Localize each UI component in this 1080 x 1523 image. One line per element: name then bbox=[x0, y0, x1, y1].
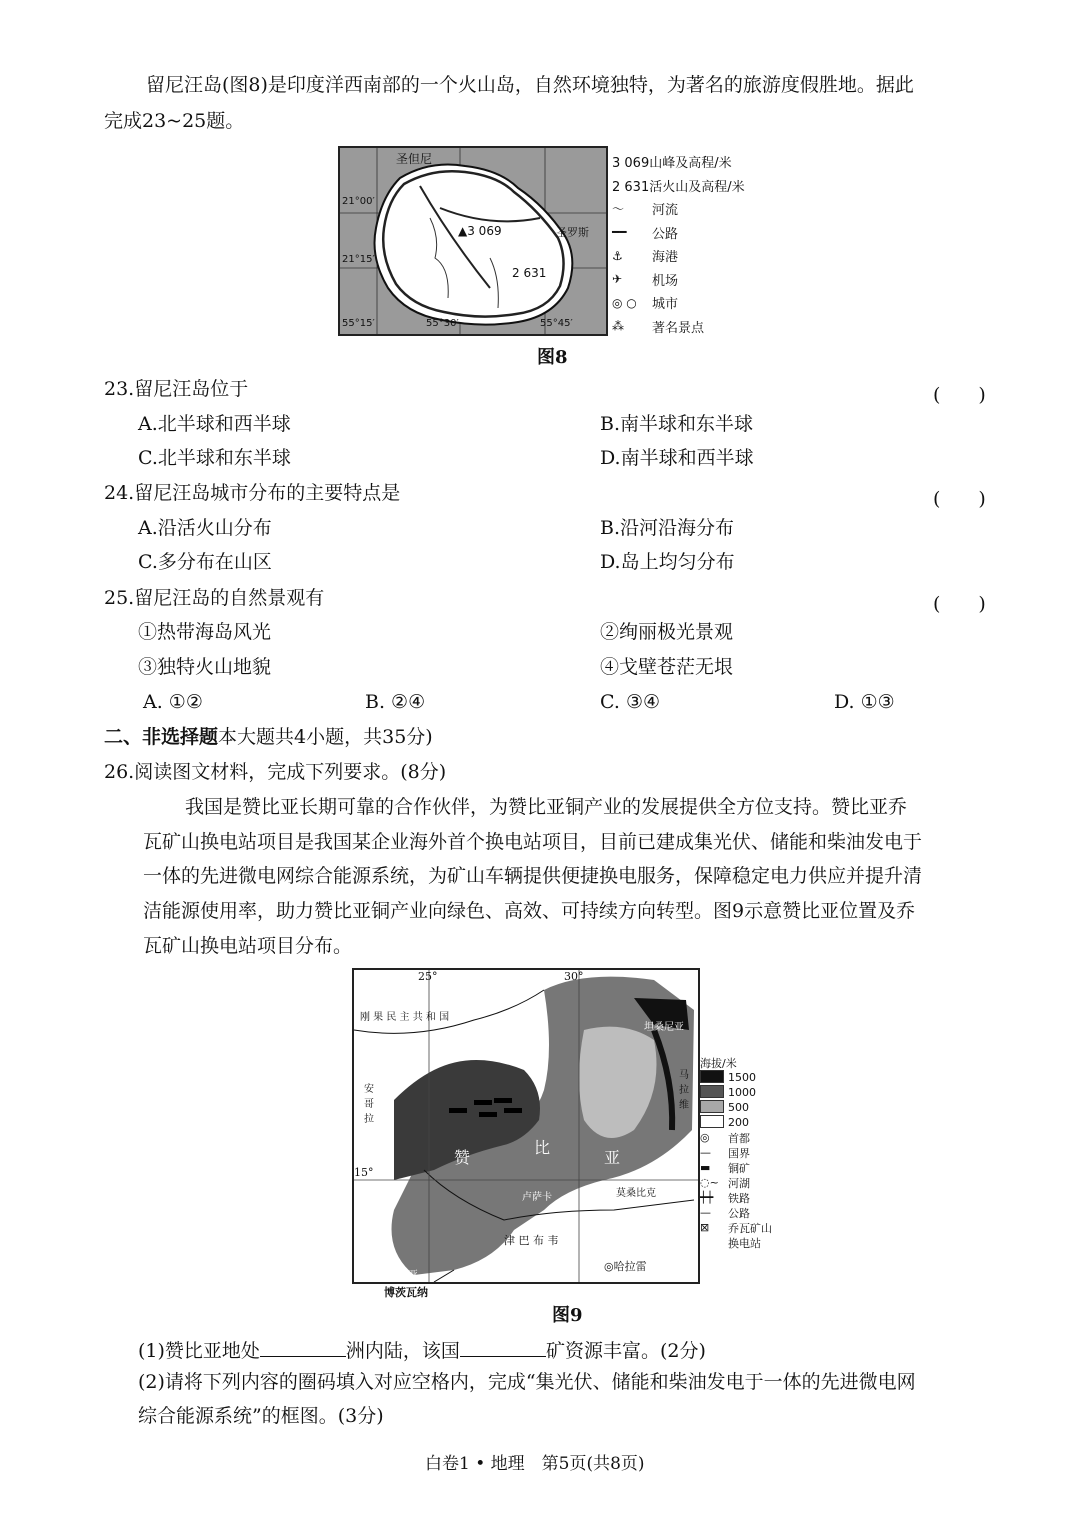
legend9-row: — 公路 bbox=[700, 1206, 750, 1220]
section2-title: 二、非选择题 bbox=[104, 726, 219, 748]
malawi-label: 马 拉 维 bbox=[679, 1070, 689, 1111]
q26-stem: 26.阅读图文材料，完成下列要求。(8分) bbox=[104, 761, 447, 783]
legend8-row bbox=[612, 174, 745, 198]
river-lake-icon: ◌~ bbox=[700, 1176, 719, 1189]
q26-sub1-part-b: 洲内陆，该国 bbox=[345, 1340, 460, 1362]
legend8-label: 2 631活火山及高程/米 bbox=[612, 179, 745, 195]
q26-sub1-part-c: 矿资源丰富。(2分) bbox=[545, 1340, 706, 1362]
elevation-row: 500 bbox=[700, 1100, 772, 1115]
tanzania-label: 坦桑尼亚 bbox=[644, 1022, 684, 1033]
namibia-label: 纳米比亚 bbox=[378, 1270, 418, 1281]
q26-sub2-line-1: (2)请将下列内容的圈码填入对应空格内，完成“集光伏、储能和柴油发电于一体的先进微电网 bbox=[138, 1371, 916, 1393]
river-icon: 〜 bbox=[612, 202, 625, 217]
figure9-map bbox=[352, 968, 700, 1284]
legend9-row: 换电站 bbox=[728, 1236, 761, 1250]
zambia-char-2: 比 bbox=[534, 1138, 551, 1157]
road-icon: — bbox=[700, 1206, 711, 1219]
q25-statement-1: ①热带海岛风光 bbox=[138, 621, 272, 643]
legend9-row: ┿┿ 铁路 bbox=[700, 1191, 750, 1205]
lon-label-1: 55°15′ bbox=[342, 318, 375, 329]
q24-option-b: B.沿河沿海分布 bbox=[600, 517, 735, 539]
legend8-label: 著名景点 bbox=[652, 320, 705, 336]
peak-icon: ▲ bbox=[458, 224, 468, 238]
q26-sub2-line-2: 综合能源系统”的框图。(3分) bbox=[138, 1405, 384, 1427]
intro-line-2: 完成23~25题。 bbox=[104, 110, 245, 132]
elevation-row: 200 bbox=[700, 1115, 772, 1130]
city-icon: ◎ ○ bbox=[612, 295, 637, 310]
q26-sub1-blank-mineral[interactable] bbox=[460, 1338, 546, 1357]
q23-stem: 23.留尼汪岛位于 bbox=[104, 378, 249, 400]
q24-stem: 24.留尼汪岛城市分布的主要特点是 bbox=[104, 482, 401, 504]
q25-statement-2: ②绚丽极光景观 bbox=[600, 621, 734, 643]
legend8-row bbox=[612, 150, 745, 174]
legend9-row: — 国界 bbox=[700, 1146, 750, 1160]
figure8-caption: 图8 bbox=[537, 347, 568, 368]
q25-stem: 25.留尼汪岛的自然景观有 bbox=[104, 587, 325, 609]
legend8-label: 河流 bbox=[652, 203, 679, 219]
scenic-icon: ⁂ bbox=[612, 319, 624, 334]
q24-option-d: D.岛上均匀分布 bbox=[600, 551, 735, 573]
harare-label: ◎哈拉雷 bbox=[604, 1260, 647, 1273]
legend9-row: ▬ 铜矿 bbox=[700, 1161, 750, 1175]
lon25-label: 25° bbox=[418, 970, 438, 983]
lon-label-2: 55°30′ bbox=[426, 318, 459, 329]
border-icon: — bbox=[700, 1146, 711, 1159]
q25-answer-paren: ( ) bbox=[933, 593, 986, 615]
city-label-north: 圣但尼 bbox=[396, 152, 433, 166]
lusaka-label: 卢萨卡 bbox=[522, 1192, 552, 1203]
q26-para-line: 瓦矿山换电站项目是我国某企业海外首个换电站项目，目前已建成集光伏、储能和柴油发电于 bbox=[143, 831, 923, 853]
q23-option-a: A.北半球和西半球 bbox=[138, 413, 291, 435]
legend9-title: 海拔/米 bbox=[700, 1056, 737, 1070]
elevation-row: 1500 bbox=[700, 1070, 772, 1085]
q26-sub1-part-a: (1)赞比亚地处 bbox=[138, 1340, 260, 1362]
figure9-legend bbox=[700, 1055, 772, 1250]
peak-label: ▲3 069 bbox=[458, 224, 502, 238]
q23-option-c: C.北半球和东半球 bbox=[138, 447, 291, 469]
legend9-row: ⊠ 乔瓦矿山 bbox=[700, 1221, 772, 1235]
legend8-label: 城市 bbox=[652, 297, 679, 313]
legend8-row bbox=[612, 291, 745, 315]
q23-option-b: B.南半球和东半球 bbox=[600, 413, 754, 435]
q25-option-a: A. ①② bbox=[143, 691, 203, 713]
q26-sub1-blank-continent[interactable] bbox=[260, 1338, 346, 1357]
lat-label-2: 21°15′ bbox=[342, 254, 375, 265]
legend8-row bbox=[612, 315, 745, 339]
q26-para-line: 一体的先进微电网综合能源系统，为矿山车辆提供便捷换电服务，保障稳定电力供应并提升清 bbox=[143, 865, 923, 887]
zambia-char-1: 赞 bbox=[454, 1148, 471, 1167]
port-icon: ⚓ bbox=[612, 248, 623, 263]
volcano-label: 2 631 bbox=[512, 266, 547, 280]
q24-answer-paren: ( ) bbox=[933, 488, 986, 510]
q24-option-a: A.沿活火山分布 bbox=[138, 517, 272, 539]
q25-statement-3: ③独特火山地貌 bbox=[138, 656, 272, 678]
lat15-label: 15° bbox=[354, 1166, 374, 1179]
q23-option-d: D.南半球和西半球 bbox=[600, 447, 754, 469]
q25-option-d: D. ①③ bbox=[834, 691, 895, 713]
figure8-map bbox=[338, 146, 608, 336]
legend8-label: 3 069山峰及高程/米 bbox=[612, 156, 732, 172]
legend8-row bbox=[612, 221, 745, 245]
zambia-char-3: 亚 bbox=[604, 1148, 621, 1167]
island-shape bbox=[375, 165, 573, 325]
station-icon: ⊠ bbox=[700, 1221, 710, 1234]
legend9-row: ◎ 首都 bbox=[700, 1131, 750, 1145]
airport-icon: ✈ bbox=[612, 272, 623, 287]
q25-option-c: C. ③④ bbox=[600, 691, 661, 713]
legend8-label: 海港 bbox=[652, 250, 679, 266]
mozambique-label: 莫桑比克 bbox=[616, 1188, 656, 1199]
figure8-legend bbox=[612, 150, 745, 338]
q25-option-b: B. ②④ bbox=[365, 691, 426, 713]
figure9-caption: 图9 bbox=[552, 1305, 583, 1326]
lon-label-3: 55°45′ bbox=[540, 318, 573, 329]
angola-label: 安 哥 拉 bbox=[364, 1084, 374, 1125]
botswana-label: 博茨瓦纳 bbox=[384, 1286, 428, 1299]
q24-option-c: C.多分布在山区 bbox=[138, 551, 272, 573]
q26-para-line: 瓦矿山换电站项目分布。 bbox=[143, 935, 353, 957]
q26-para-line: 洁能源使用率，助力赞比亚铜产业向绿色、高效、可持续方向转型。图9示意赞比亚位置及乔 bbox=[143, 900, 916, 922]
legend8-label: 机场 bbox=[652, 273, 679, 289]
q23-answer-paren: ( ) bbox=[933, 384, 986, 406]
lat-label-1: 21°00′ bbox=[342, 196, 375, 207]
elevation-swatch bbox=[700, 1070, 724, 1083]
section2-desc: 本大题共4小题，共35分) bbox=[218, 726, 433, 748]
legend8-row bbox=[612, 197, 745, 221]
legend9-row: ◌~ 河湖 bbox=[700, 1176, 750, 1190]
reunion-map-svg bbox=[340, 148, 606, 334]
elevation-swatch bbox=[700, 1100, 724, 1113]
copper-icon: ▬ bbox=[700, 1161, 711, 1174]
lon30-label: 30° bbox=[564, 970, 584, 983]
q26-sub1 bbox=[138, 1338, 706, 1361]
elevation-row: 1000 bbox=[700, 1085, 772, 1100]
capital-icon: ◎ bbox=[700, 1131, 710, 1144]
city-label-east: 圣罗斯 bbox=[556, 226, 589, 239]
railway-icon: ┿┿ bbox=[700, 1191, 714, 1204]
legend8-row bbox=[612, 268, 745, 292]
road-icon: ━━ bbox=[612, 225, 627, 240]
zimbabwe-label: 津 巴 布 韦 bbox=[504, 1234, 559, 1247]
elevation-swatch bbox=[700, 1085, 724, 1098]
intro-line-1: 留尼汪岛(图8)是印度洋西南部的一个火山岛，自然环境独特，为著名的旅游度假胜地。据此 bbox=[146, 74, 914, 96]
elevation-swatch bbox=[700, 1115, 724, 1128]
section2-heading bbox=[104, 728, 433, 747]
drc-label: 刚 果 民 主 共 和 国 bbox=[360, 1012, 450, 1023]
legend8-label: 公路 bbox=[652, 226, 679, 242]
page-footer: 白卷1 • 地理 第5页(共8页) bbox=[425, 1454, 645, 1474]
legend8-row bbox=[612, 244, 745, 268]
q26-para-line: 我国是赞比亚长期可靠的合作伙伴，为赞比亚铜产业的发展提供全方位支持。赞比亚乔 bbox=[185, 796, 908, 818]
q25-statement-4: ④戈壁苍茫无垠 bbox=[600, 656, 734, 678]
